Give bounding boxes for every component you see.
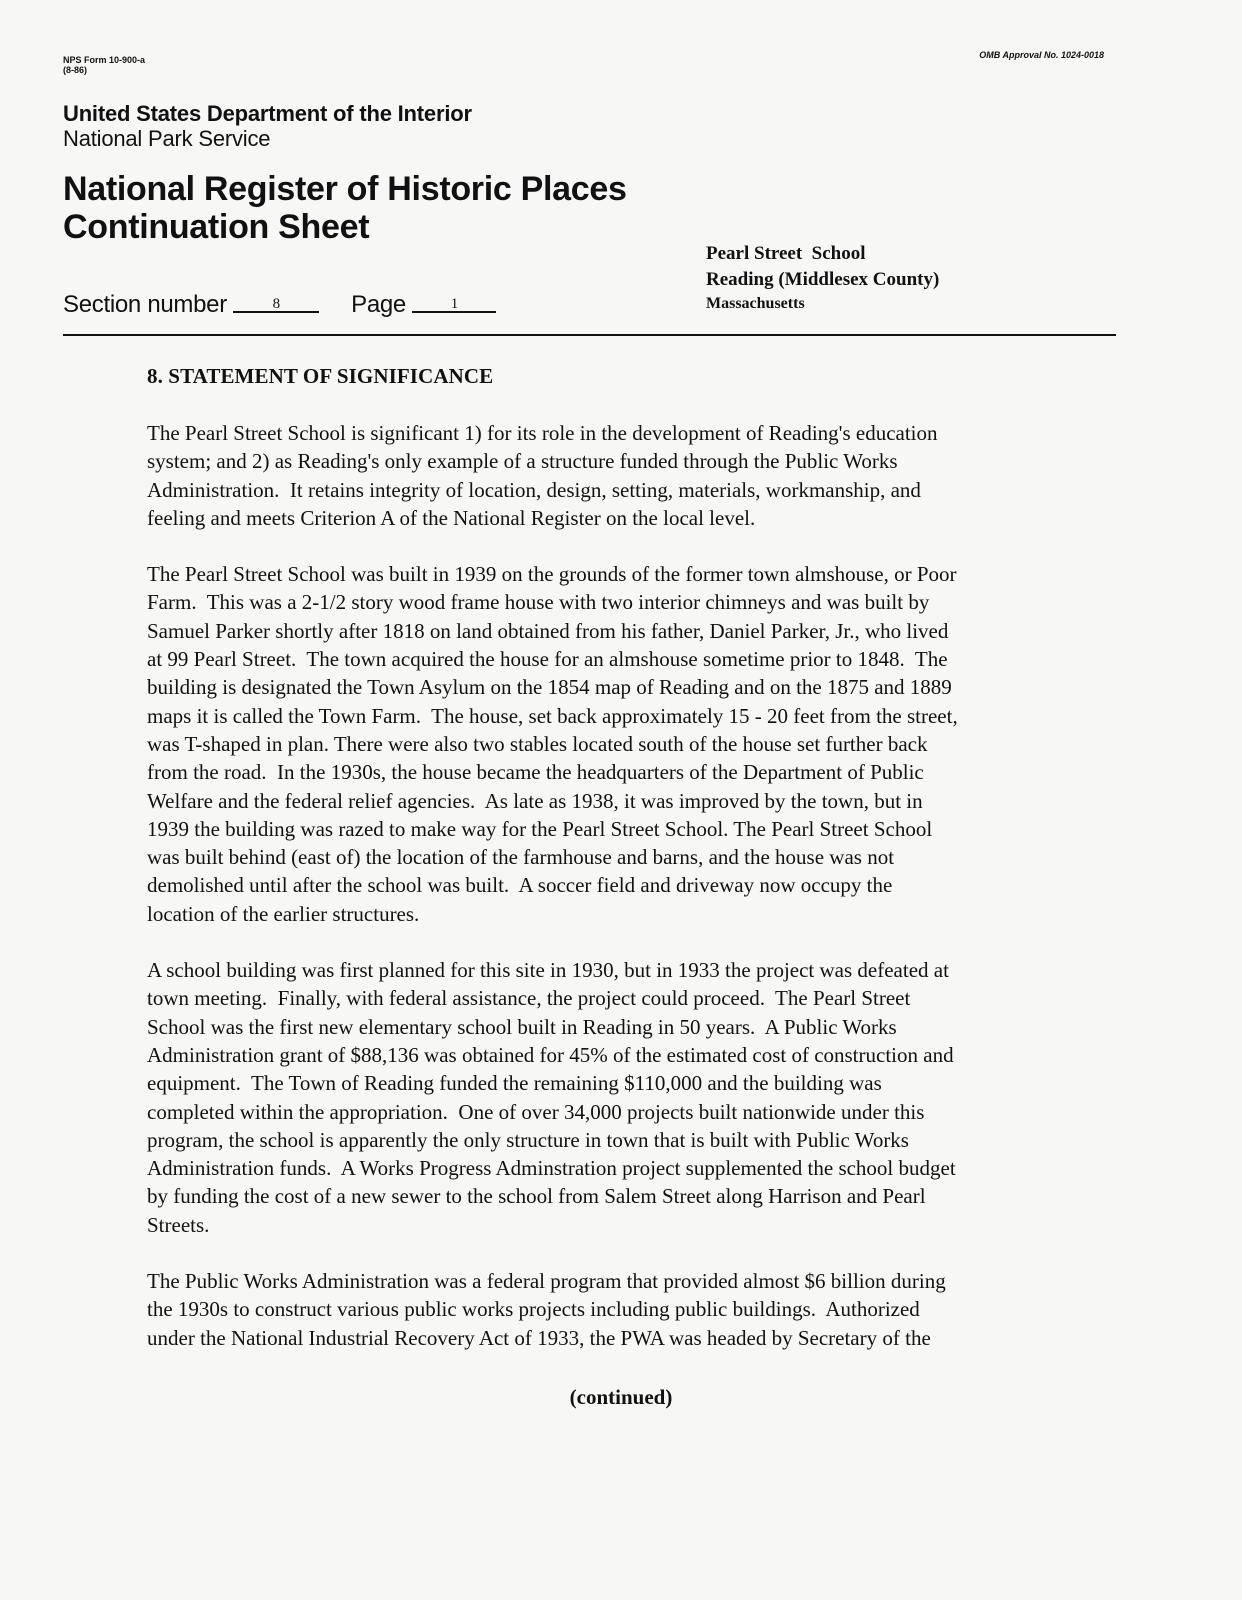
title-line-1: National Register of Historic Places <box>63 170 627 208</box>
body-text <box>147 419 1077 1380</box>
paragraph-line: building is designated the Town Asylum on the 1854 map of Reading and on the 1875 and 1889 <box>147 675 952 700</box>
paragraph-line: town meeting. Finally, with federal assistance, the project could proceed. The Pearl Street <box>147 986 911 1011</box>
department-block <box>63 101 472 151</box>
paragraph-line: Administration. It retains integrity of location, design, setting, materials, workmanship, and <box>147 477 921 502</box>
property-name: Pearl Street School <box>706 243 866 264</box>
paragraph-line: feeling and meets Criterion A of the National Register on the local level. <box>147 505 756 530</box>
paragraph-line: Farm. This was a 2-1/2 story wood frame house with two interior chimneys and was built by <box>147 590 930 615</box>
paragraph-line: School was the first new elementary school built in Reading in 50 years. A Public Works <box>147 1014 897 1039</box>
paragraph-line: was T-shaped in plan. There were also two stables located south of the house set further back <box>147 731 928 756</box>
paragraph-line: the 1930s to construct various public works projects including public buildings. Authorized <box>147 1297 920 1322</box>
paragraph-line: 1939 the building was razed to make way for the Pearl Street School. The Pearl Street School <box>147 816 933 841</box>
header-divider <box>63 334 1116 336</box>
paragraph-line: The Pearl Street School is significant 1) for its role in the development of Reading's education <box>147 421 938 445</box>
paragraph-line: location of the earlier structures. <box>147 901 420 926</box>
paragraph <box>147 560 1077 928</box>
agency-name: National Park Service <box>63 126 271 151</box>
paragraph-line: under the National Industrial Recovery Act of 1933, the PWA was headed by Secretary of the <box>147 1325 931 1350</box>
paragraph-line: maps it is called the Town Farm. The house, set back approximately 15 - 20 feet from the street, <box>147 703 958 728</box>
paragraph-line: from the road. In the 1930s, the house became the headquarters of the Department of Public <box>147 760 924 785</box>
paragraph-line: demolished until after the school was built. A soccer field and driveway now occupy the <box>147 873 893 898</box>
section-page-line <box>63 291 496 319</box>
paragraph-line: A school building was first planned for this site in 1930, but in 1933 the project was defeated at <box>147 958 949 983</box>
paragraph-line: The Pearl Street School was built in 1939 on the grounds of the former town almshouse, or Poor <box>147 562 957 587</box>
property-city-county: Reading (Middlesex County) <box>706 269 940 290</box>
page-number-value: 1 <box>412 297 496 313</box>
property-state: Massachusetts <box>706 295 805 312</box>
paragraph-line: Samuel Parker shortly after 1818 on land obtained from his father, Daniel Parker, Jr., who lived <box>147 618 949 643</box>
paragraph <box>147 419 1077 532</box>
form-number: NPS Form 10-900-a <box>63 55 146 65</box>
form-date: (8-86) <box>63 65 88 75</box>
omb-approval: OMB Approval No. 1024-0018 <box>979 50 1104 60</box>
property-identification <box>706 241 939 315</box>
page-label: Page <box>351 291 406 318</box>
form-identifier <box>63 55 145 75</box>
form-title <box>63 170 627 246</box>
paragraph-line: Welfare and the federal relief agencies. As late as 1938, it was improved by the town, but in <box>147 788 923 813</box>
paragraph <box>147 1267 1077 1352</box>
paragraph-line: The Public Works Administration was a federal program that provided almost $6 billion during <box>147 1269 946 1294</box>
paragraph-line: system; and 2) as Reading's only example of a structure funded through the Public Works <box>147 449 898 474</box>
paragraph-line: Administration grant of $88,136 was obtained for 45% of the estimated cost of construction and <box>147 1042 954 1067</box>
department-name: United States Department of the Interior <box>63 101 472 126</box>
section-heading: 8. STATEMENT OF SIGNIFICANCE <box>147 364 494 388</box>
paragraph-line: was built behind (east of) the location of the farmhouse and barns, and the house was not <box>147 845 895 870</box>
paragraph-line: completed within the appropriation. One of over 34,000 projects built nationwide under this <box>147 1099 925 1124</box>
section-number-value: 8 <box>233 297 319 313</box>
continued-note: (continued) <box>569 1385 673 1409</box>
paragraph-line: equipment. The Town of Reading funded the remaining $110,000 and the building was <box>147 1071 882 1096</box>
paragraph-line: program, the school is apparently the only structure in town that is built with Public Works <box>147 1127 909 1152</box>
paragraph-line: Administration funds. A Works Progress Adminstration project supplemented the school budget <box>147 1156 956 1181</box>
paragraph-line: by funding the cost of a new sewer to the school from Salem Street along Harrison and Pearl <box>147 1184 926 1209</box>
section-label: Section number <box>63 291 227 318</box>
title-line-2: Continuation Sheet <box>63 208 370 246</box>
paragraph-line: at 99 Pearl Street. The town acquired the house for an almshouse sometime prior to 1848. The <box>147 647 948 672</box>
paragraph-line: Streets. <box>147 1212 210 1237</box>
paragraph <box>147 956 1077 1239</box>
